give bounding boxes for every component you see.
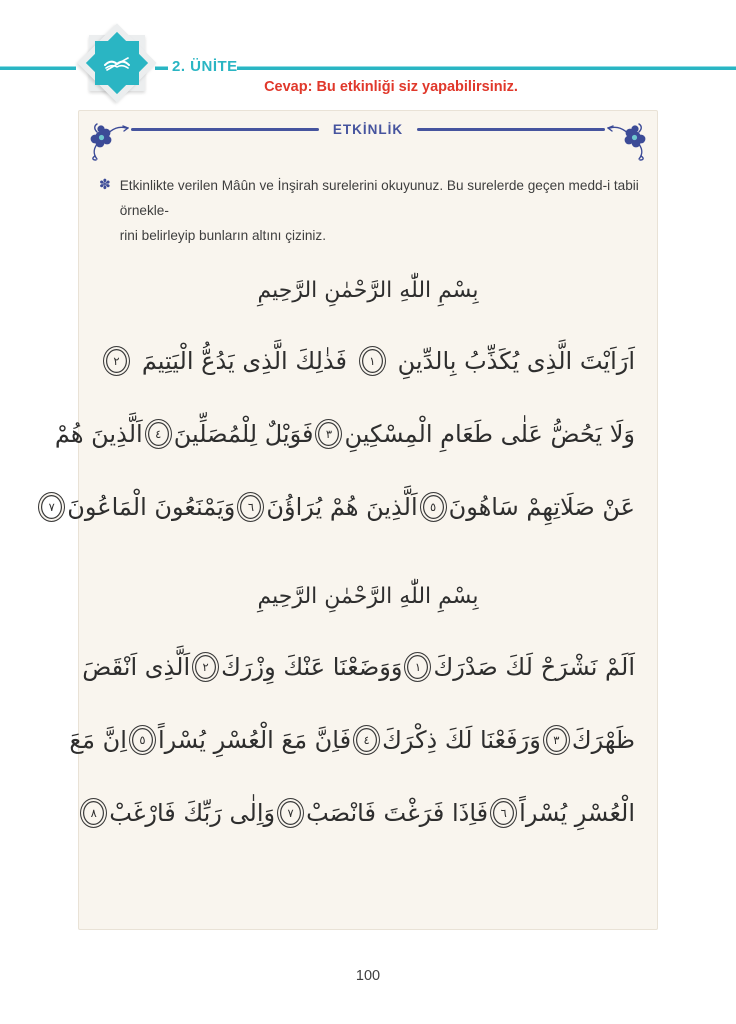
ayah-number-badge: ٣ — [315, 419, 342, 449]
arabic-verse-text: فَاِذَا فَرَغْتَ فَانْصَبْ — [306, 799, 489, 828]
surah-maun-verses — [48, 346, 635, 522]
activity-header — [131, 122, 605, 137]
ayah-number-badge: ٥ — [129, 725, 156, 755]
surah-maun — [48, 278, 657, 522]
arabic-verse-text: وَيَمْنَعُونَ الْمَاعُونَ — [67, 493, 236, 522]
ayah-number-badge: ٨ — [80, 798, 107, 828]
arabic-verse-text: اَلَّذِينَ هُمْ — [54, 420, 143, 449]
arabic-verse-text: فَذٰلِكَ الَّذِى يَدُعُّ الْيَتِيمَ — [141, 347, 347, 376]
quran-verse-line — [82, 652, 635, 682]
ayah-number-badge: ٥ — [420, 492, 447, 522]
ayah-number-badge: ٣ — [543, 725, 570, 755]
arabic-verse-text: اَرَاَيْتَ الَّذِى يُكَذِّبُ بِالدِّينِ — [397, 347, 635, 376]
flower-ornament-right-icon — [607, 116, 651, 162]
arabic-verse-text: اَلَّذِينَ هُمْ يُرَاؤُنَ — [266, 493, 418, 522]
arabic-verse-text: وَرَفَعْنَا لَكَ ذِكْرَكَ — [382, 726, 541, 755]
arabic-verse-text: الْعُسْرِ يُسْراً — [519, 799, 635, 828]
ayah-number-badge: ٧ — [38, 492, 65, 522]
unit-label: 2. ÜNİTE — [172, 58, 238, 75]
ayah-number-badge: ١ — [359, 346, 386, 376]
arabic-verse-text: وَوَضَعْنَا عَنْكَ وِزْرَكَ — [221, 653, 403, 682]
quran-verse-line — [48, 492, 635, 522]
ayah-number-badge: ٤ — [353, 725, 380, 755]
arabic-verse-text: فَاِنَّ مَعَ الْعُسْرِ يُسْراً — [157, 726, 352, 755]
header-rule-right — [237, 66, 736, 70]
quran-verse-line — [90, 798, 635, 828]
arabic-verse-text: وَاِلٰى رَبِّكَ فَارْغَبْ — [109, 799, 276, 828]
arabic-verse-text: اَلَمْ نَشْرَحْ لَكَ صَدْرَكَ — [433, 653, 635, 682]
activity-title: ETKİNLİK — [332, 122, 404, 137]
header-rule-dash — [155, 66, 168, 70]
page-number: 100 — [355, 968, 381, 984]
activity-header-line — [131, 128, 319, 131]
ayah-number-badge: ٢ — [103, 346, 130, 376]
arabic-verse-text: اَلَّذِى اَنْقَضَ — [82, 653, 191, 682]
arabic-verse-text: وَلَا يَحُضُّ عَلٰى طَعَامِ الْمِسْكِينِ — [344, 420, 635, 449]
ayah-number-badge: ١ — [404, 652, 431, 682]
quran-verse-line — [101, 346, 635, 376]
activity-header-line — [417, 128, 605, 131]
instruction-line: Etkinlikte verilen Mâûn ve İnşirah surelerini okuyunuz. Bu surelerde geçen medd-i tabii örnekle- — [119, 178, 639, 219]
activity-box — [48, 110, 658, 930]
open-quran-icon — [102, 52, 132, 74]
answer-note: Cevap: Bu etkinliği siz yapabilirsiniz. — [264, 79, 518, 95]
arabic-verse-text: اِنَّ مَعَ — [69, 726, 127, 755]
surah-inshirah — [69, 584, 657, 828]
bismillah-text: بِسْمِ اللّٰهِ الرَّحْمٰنِ الرَّحِيمِ — [257, 278, 479, 304]
ayah-number-badge: ٦ — [490, 798, 517, 828]
bismillah-text: بِسْمِ اللّٰهِ الرَّحْمٰنِ الرَّحِيمِ — [257, 584, 479, 610]
instruction-block — [99, 173, 639, 248]
instruction-line: rini belirleyip bunların altını çiziniz. — [119, 228, 326, 244]
ayah-number-badge: ٧ — [277, 798, 304, 828]
quran-verse-line — [69, 725, 635, 755]
ayah-number-badge: ٤ — [145, 419, 172, 449]
arabic-verse-text: ظَهْرَكَ — [571, 726, 635, 755]
ayah-number-badge: ٢ — [192, 652, 219, 682]
arabic-verse-text: فَوَيْلٌ لِلْمُصَلِّينَ — [173, 420, 314, 449]
instruction-text — [120, 173, 639, 248]
flower-ornament-left-icon — [85, 116, 129, 162]
quran-verse-line — [54, 419, 635, 449]
snowflake-bullet-icon: ✽ — [99, 176, 111, 192]
header-rule-left — [0, 66, 76, 70]
ayah-number-badge: ٦ — [237, 492, 264, 522]
arabic-verse-text: عَنْ صَلَاتِهِمْ سَاهُونَ — [448, 493, 635, 522]
surah-inshirah-verses — [69, 652, 635, 828]
